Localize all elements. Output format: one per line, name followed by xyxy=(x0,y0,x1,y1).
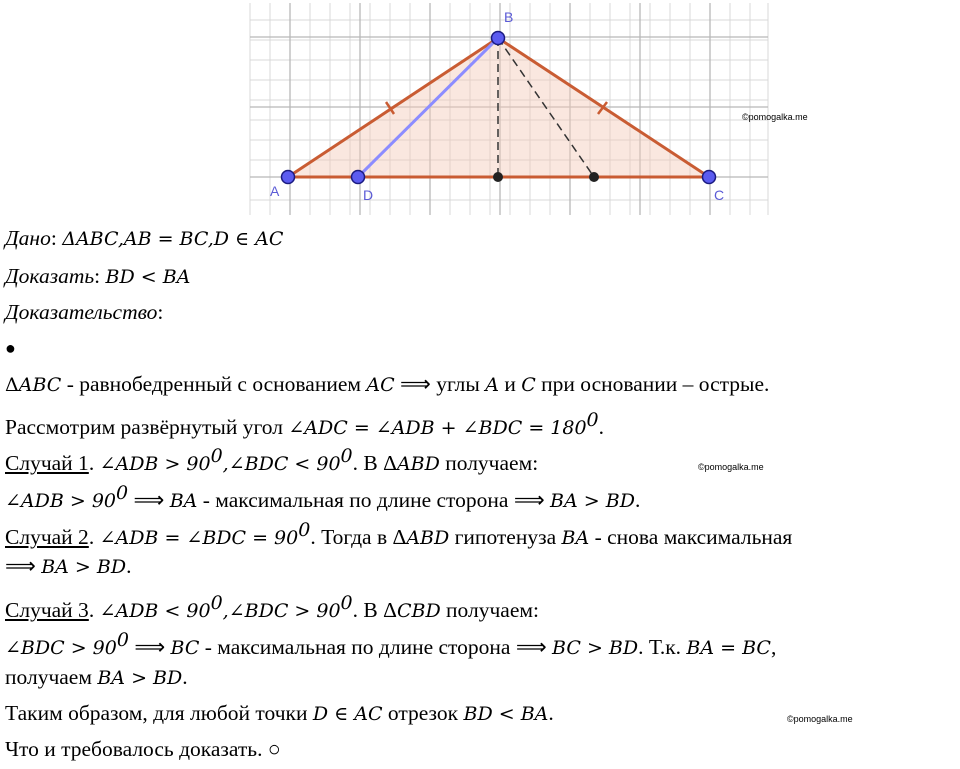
given-line: Дано: ΔABC,AB = BC,D ∈ AC xyxy=(5,226,284,250)
proof-line-9: получаем BA > BD. xyxy=(5,665,188,689)
proof-line-2: Рассмотрим развёрнутый угол ∠ADC = ∠ADB + ∠BDC = $180^0$. xyxy=(5,409,605,440)
point-foot xyxy=(493,172,503,182)
label-b: B xyxy=(504,9,514,25)
proof-heading: Доказательство: xyxy=(5,300,164,324)
watermark: ©pomogalka.me xyxy=(742,112,808,122)
watermark: ©pomogalka.me xyxy=(698,462,764,472)
qed-symbol: ○ xyxy=(267,737,281,761)
prove-line: Доказать: BD < BA xyxy=(5,264,191,288)
label-a: A xyxy=(270,183,280,199)
bullet: ● xyxy=(5,338,16,358)
point-b xyxy=(492,32,505,45)
proof-line-10: Таким образом, для любой точки D ∈ AC отрезок BD < BA. xyxy=(5,701,554,725)
proof-line-6: ⟹ BA > BD. xyxy=(5,554,132,578)
point-d xyxy=(352,171,365,184)
proof-line-1: ΔABC - равнобедренный с основанием AC ⟹ углы A и C при основании – острые. xyxy=(5,372,770,396)
label-c: C xyxy=(714,187,725,203)
label-d: D xyxy=(363,187,374,203)
proof-line-4: ∠ADB > $90^0$ ⟹ BA - максимальная по длине сторона ⟹ BA > BD. xyxy=(5,482,641,513)
point-c xyxy=(703,171,716,184)
proof-line-5: Случай 2. ∠ADB = ∠BDC = $90^0$. Тогда в ΔABD гипотенуза BA - снова максимальная xyxy=(5,519,793,550)
point-extra xyxy=(589,172,599,182)
proof-line-8: ∠BDC > $90^0$ ⟹ BC - максимальная по длине сторона ⟹ BC > BD. Т.к. BA = BC, xyxy=(5,629,777,660)
proof-line-7: Случай 3. ∠ADB < $90^0,\angle BDC > 90^0$. В ΔCBD получаем: xyxy=(5,592,539,623)
proof-line-3: Случай 1. ∠ADB > $90^0,\angle BDC < 90^0$. В ΔABD получаем: xyxy=(5,445,539,476)
proof-line-11: Что и требовалось доказать. ○ xyxy=(5,737,281,761)
triangle-figure xyxy=(0,0,960,225)
watermark: ©pomogalka.me xyxy=(787,714,853,724)
point-a xyxy=(282,171,295,184)
